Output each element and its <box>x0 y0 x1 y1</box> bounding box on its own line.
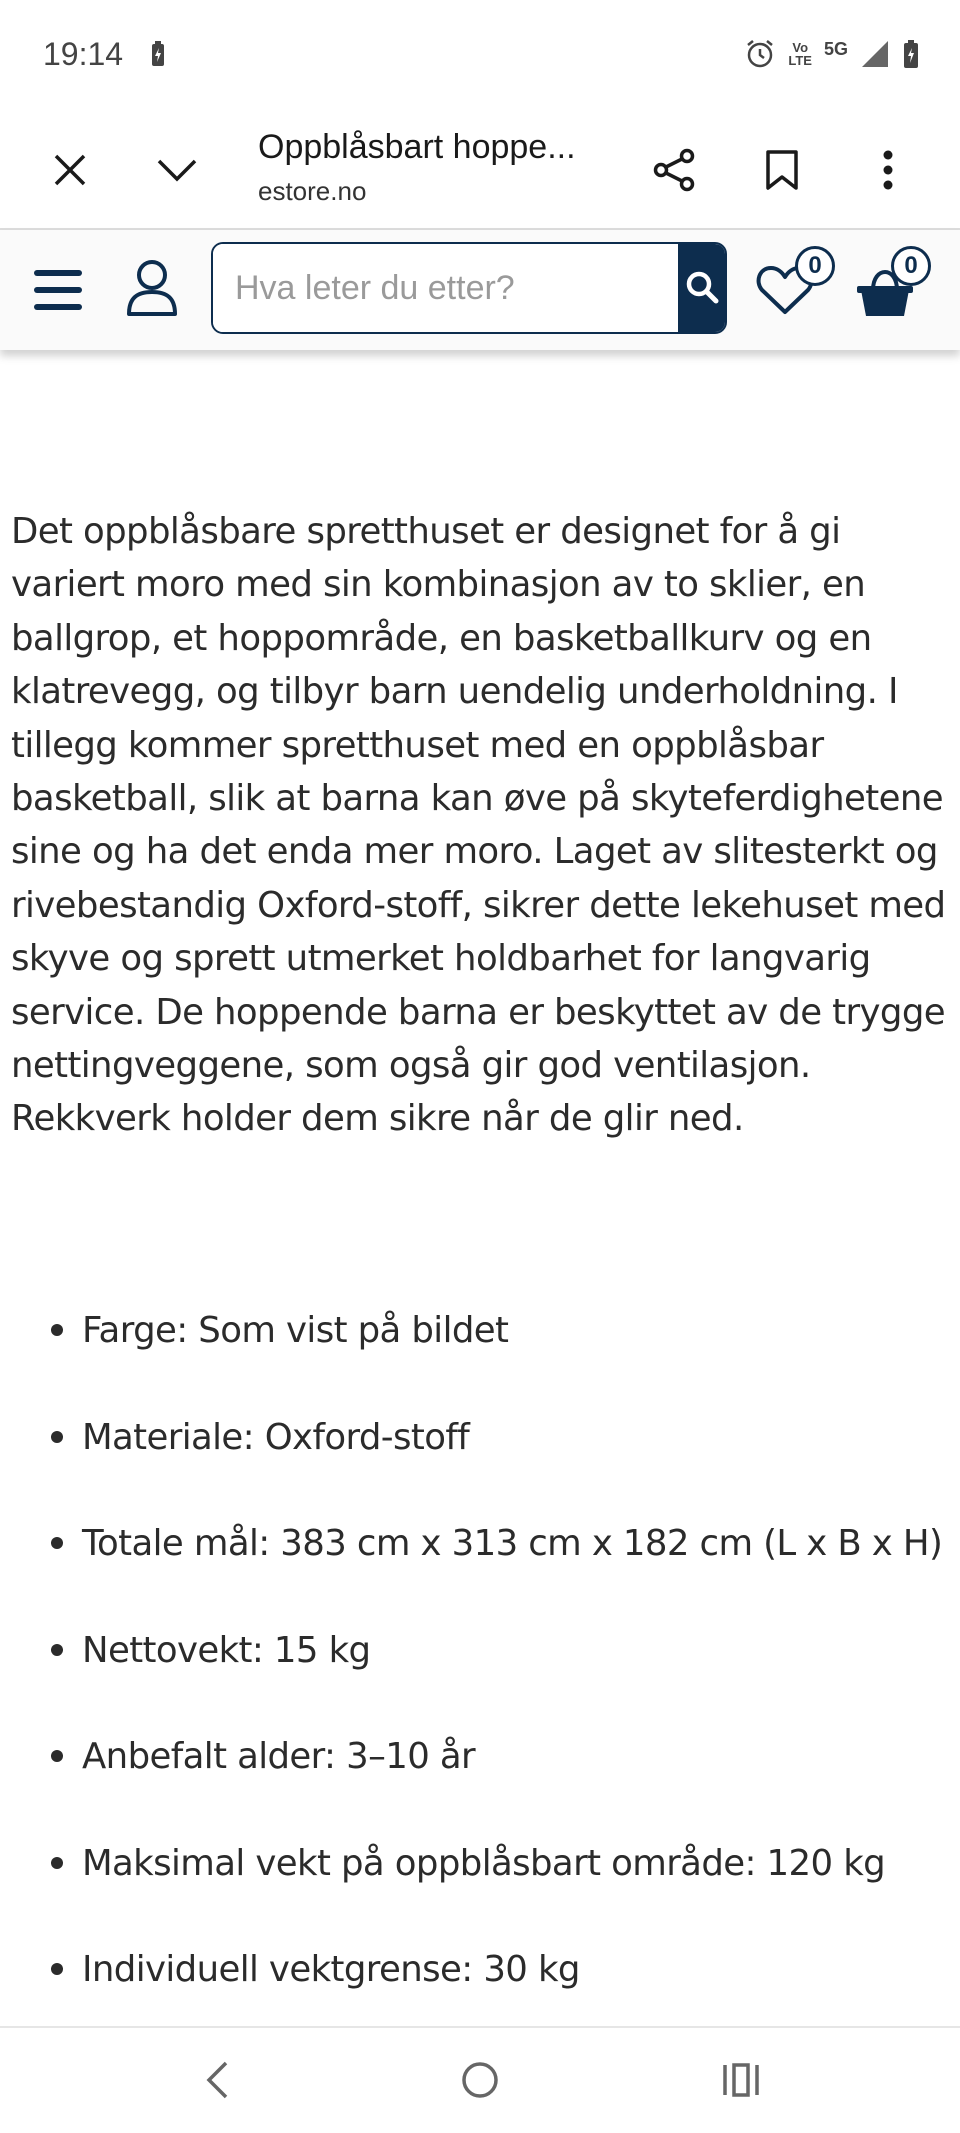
lte-label: LTE <box>788 53 812 68</box>
spec-item <box>0 1726 960 1786</box>
spec-text: Farge: Som vist på bildet <box>82 1309 509 1351</box>
page-domain: estore.no <box>258 176 367 206</box>
volte-label: Vo <box>792 40 809 55</box>
status-icons <box>744 34 920 74</box>
share-icon[interactable] <box>645 140 705 200</box>
product-description: Det oppblåsbare spretthuset er designet for å gi variert moro med sin kombinasjon av to sklier, en ballgrop, et hoppområde, en basketballkurv og en klatrevegg, og tilbyr barn uendelig underholdning. I tillegg kommer spretthuset med en oppblåsbar basketball, slik at barna kan øve på skyteferdighetene sine og ha det enda mer moro. Laget av slitesterkt og rivebestandig Oxford-stoff, sikrer dette lekehuset med skyve og sprett utmerket holdbarhet for langvarig service. De hoppende barna er beskyttet av de trygge nettingveggene, som også gir god ventilasjon. Rekkverk holder dem sikre når de glir ned. <box>11 511 946 1140</box>
bullet-icon <box>51 1857 63 1869</box>
spec-text: Nettovekt: 15 kg <box>82 1629 371 1671</box>
spec-item <box>0 1513 960 1573</box>
browser-toolbar <box>0 110 960 230</box>
volte-icon <box>788 41 812 67</box>
bullet-icon <box>51 1431 63 1443</box>
cart-count-badge: 0 <box>891 246 931 286</box>
spec-text: Materiale: Oxford-stoff <box>82 1416 470 1458</box>
chevron-down-icon[interactable] <box>147 140 207 200</box>
spec-text: Totale mål: 383 cm x 313 cm x 182 cm (L x B x H) <box>82 1522 943 1564</box>
signal-icon <box>860 39 890 69</box>
more-options-icon[interactable] <box>858 140 918 200</box>
search-icon <box>684 269 720 308</box>
wishlist-count-badge: 0 <box>795 246 835 286</box>
bullet-icon <box>51 1963 63 1975</box>
menu-icon[interactable] <box>28 260 88 320</box>
spec-text: Maksimal vekt på oppblåsbart område: 120 kg <box>82 1842 886 1884</box>
close-icon[interactable] <box>40 140 100 200</box>
spec-item <box>0 1300 960 1360</box>
spec-item <box>0 1620 960 1680</box>
status-time: 19:14 <box>43 36 124 72</box>
spec-item <box>0 1833 960 1893</box>
bullet-icon <box>51 1537 63 1549</box>
spec-text: Anbefalt alder: 3–10 år <box>82 1735 476 1777</box>
spec-item <box>0 1939 960 1999</box>
alarm-icon <box>744 38 776 70</box>
search-input[interactable] <box>213 244 678 332</box>
recents-icon[interactable] <box>706 2050 776 2110</box>
home-icon[interactable] <box>445 2050 515 2110</box>
bullet-icon <box>51 1750 63 1762</box>
battery-icon <box>902 39 920 69</box>
bookmark-icon[interactable] <box>752 140 812 200</box>
site-header <box>0 230 960 350</box>
back-icon[interactable] <box>182 2050 252 2110</box>
search-form <box>211 242 727 334</box>
spec-text: Individuell vektgrense: 30 kg <box>82 1948 580 1990</box>
battery-charging-icon <box>150 40 166 68</box>
network-type-label: 5G <box>823 38 848 59</box>
bullet-icon <box>51 1324 63 1336</box>
spec-item <box>0 1407 960 1467</box>
bullet-icon <box>51 1644 63 1656</box>
user-account-icon[interactable] <box>122 255 182 321</box>
status-bar <box>0 0 960 110</box>
system-nav-bar <box>0 2028 960 2133</box>
search-button[interactable] <box>678 244 725 332</box>
page-title: Oppblåsbart hoppe... <box>258 128 576 166</box>
